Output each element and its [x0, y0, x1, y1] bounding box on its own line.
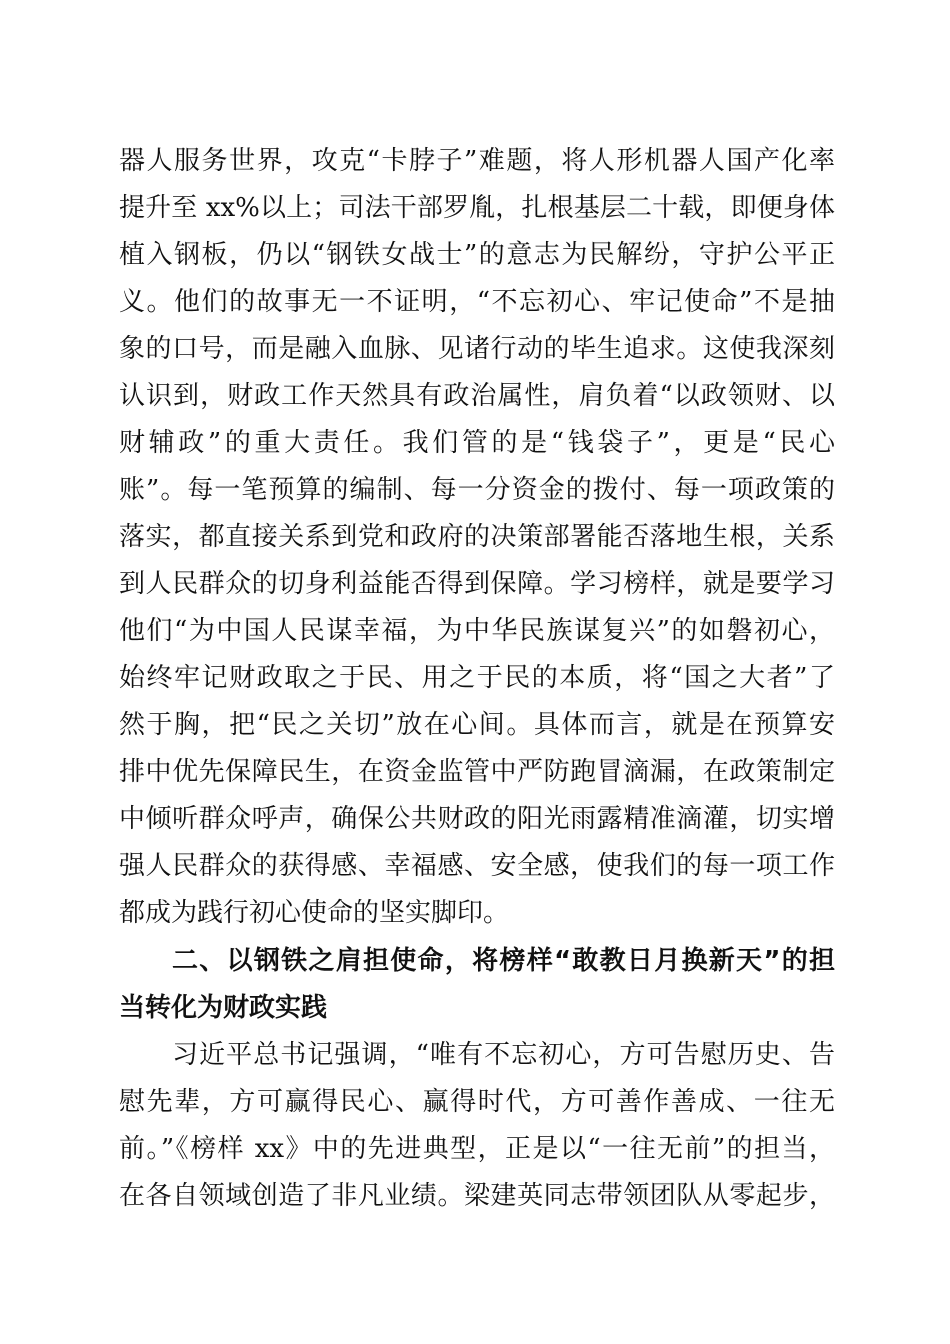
paragraph-line: 他们“为中国人民谋幸福，为中华民族谋复兴”的如磐初心， [119, 616, 835, 646]
paragraph-line: 前。”《榜样 xx》中的先进典型，正是以“一往无前”的担当， [119, 1134, 835, 1164]
paragraph-line: 在各自领域创造了非凡业绩。梁建英同志带领团队从零起步， [119, 1181, 835, 1211]
paragraph-line: 然于胸，把“民之关切”放在心间。具体而言，就是在预算安 [119, 710, 835, 740]
paragraph-line: 义。他们的故事无一不证明，“不忘初心、牢记使命”不是抽 [119, 287, 835, 317]
paragraph-line: 账”。每一笔预算的编制、每一分资金的拨付、每一项政策的 [119, 475, 835, 505]
paragraph-line: 认识到，财政工作天然具有政治属性，肩负着“以政领财、以 [119, 381, 835, 411]
paragraph-line: 强人民群众的获得感、幸福感、安全感，使我们的每一项工作 [119, 851, 835, 881]
paragraph-line: 都成为践行初心使命的坚实脚印。 [119, 898, 510, 928]
paragraph-line: 财辅政”的重大责任。我们管的是“钱袋子”，更是“民心 [119, 428, 835, 458]
paragraph-line: 中倾听群众呼声，确保公共财政的阳光雨露精准滴灌，切实增 [119, 804, 835, 834]
section-heading: 当转化为财政实践 [119, 993, 328, 1023]
paragraph-line: 象的口号，而是融入血脉、见诸行动的毕生追求。这使我深刻 [119, 334, 835, 364]
paragraph-line: 到人民群众的切身利益能否得到保障。学习榜样，就是要学习 [119, 569, 835, 599]
paragraph-line: 器人服务世界，攻克“卡脖子”难题，将人形机器人国产化率 [119, 146, 835, 176]
paragraph-line: 排中优先保障民生，在资金监管中严防跑冒滴漏，在政策制定 [119, 757, 835, 787]
paragraph-line: 始终牢记财政取之于民、用之于民的本质，将“国之大者”了 [119, 663, 835, 693]
paragraph-line: 慰先辈，方可赢得民心、赢得时代，方可善作善成、一往无 [119, 1087, 835, 1117]
paragraph-line: 提升至 xx%以上；司法干部罗胤，扎根基层二十载，即便身体 [119, 193, 835, 223]
section-heading: 二、以钢铁之肩担使命，将榜样“敢教日月换新天”的担 [172, 946, 835, 976]
paragraph-line: 植入钢板，仍以“钢铁女战士”的意志为民解纷，守护公平正 [119, 240, 835, 270]
paragraph-line: 落实，都直接关系到党和政府的决策部署能否落地生根，关系 [119, 522, 835, 552]
paragraph-line: 习近平总书记强调，“唯有不忘初心，方可告慰历史、告 [172, 1040, 835, 1070]
